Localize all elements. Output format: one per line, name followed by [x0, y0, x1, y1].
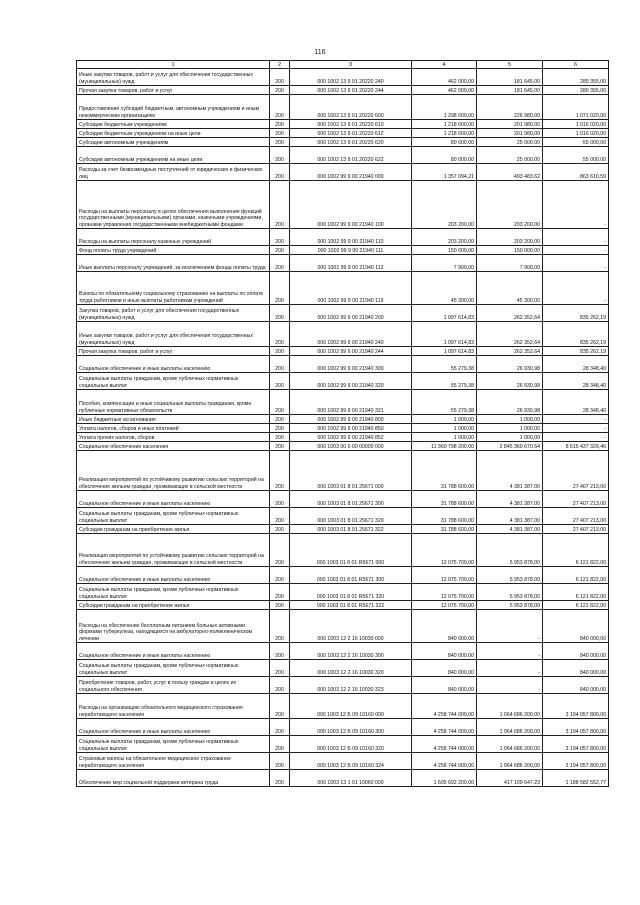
row-budget-remaining: 3 194 057 800,00 [543, 694, 609, 719]
table-row [77, 508, 609, 525]
row-code-line: 200 [270, 347, 290, 356]
row-budget-remaining: - [543, 272, 609, 305]
row-name: Социальное обеспечение и иные выплаты населению [77, 491, 270, 508]
table-row [77, 305, 609, 322]
table-row [77, 322, 609, 347]
row-code-line: 200 [270, 305, 290, 322]
row-name: Субсидии бюджетным учреждениям [77, 120, 270, 129]
row-budget-executed: 1 064 686 200,00 [477, 694, 543, 719]
row-budget-approved: 80 000,00 [412, 138, 477, 147]
table-body [77, 69, 609, 787]
row-budget-executed: 493 483,62 [477, 164, 543, 181]
page-number: 116 [314, 49, 326, 56]
row-code-line: 200 [270, 584, 290, 601]
budget-table [76, 60, 609, 787]
row-budget-remaining: - [543, 415, 609, 424]
row-budget-approved: 4 258 744 000,00 [412, 694, 477, 719]
row-budget-approved: 4 258 744 000,00 [412, 753, 477, 770]
row-budget-executed: 26 930,98 [477, 373, 543, 390]
row-name: Иные выплаты персоналу учреждений, за исключением фонда оплаты труда [77, 255, 270, 272]
row-budget-approved: 31 788 600,00 [412, 491, 477, 508]
row-classification-code: 000 1002 99 9 00 21940 852 [290, 433, 412, 442]
row-budget-approved: 462 000,00 [412, 69, 477, 86]
row-budget-approved: 12 075 700,00 [412, 601, 477, 610]
row-budget-approved: 1 000,00 [412, 424, 477, 433]
row-budget-executed: 4 381 387,00 [477, 508, 543, 525]
row-classification-code: 000 1002 13 9 01 20220 244 [290, 86, 412, 95]
table-row [77, 255, 609, 272]
row-name: Субсидии бюджетным учреждениям на иные цели [77, 129, 270, 138]
row-code-line: 200 [270, 610, 290, 643]
row-code-line: 200 [270, 255, 290, 272]
row-classification-code: 000 1003 12 2 16 10030 320 [290, 660, 412, 677]
row-classification-code: 000 1002 13 9 01 20220 612 [290, 129, 412, 138]
row-classification-code: 000 1002 99 9 00 21940 112 [290, 255, 412, 272]
row-budget-executed: 25 000,00 [477, 138, 543, 147]
table-row [77, 534, 609, 567]
row-budget-remaining: 55 000,00 [543, 138, 609, 147]
row-classification-code: 000 1002 99 9 00 21940 321 [290, 390, 412, 415]
row-classification-code: 000 1002 99 9 00 21940 110 [290, 229, 412, 246]
table-row [77, 601, 609, 610]
row-name: Страховые взносы на обязательное медицинское страхование неработающего населения [77, 753, 270, 770]
row-budget-approved: 55 279,38 [412, 390, 477, 415]
row-budget-approved: 1 097 614,83 [412, 322, 477, 347]
row-budget-remaining: 1 071 020,00 [543, 95, 609, 120]
row-classification-code: 000 1003 01 8 01 R5671 300 [290, 567, 412, 584]
row-classification-code: 000 1003 12 Б 09 10160 324 [290, 753, 412, 770]
table-row [77, 677, 609, 694]
row-classification-code: 000 1002 13 9 01 20220 622 [290, 147, 412, 164]
row-name: Прочая закупка товаров, работ и услуг [77, 86, 270, 95]
row-budget-executed: 262 352,64 [477, 305, 543, 322]
row-code-line: 200 [270, 451, 290, 491]
row-budget-approved: 462 000,00 [412, 86, 477, 95]
row-classification-code: 000 1003 12 2 16 10030 323 [290, 677, 412, 694]
row-classification-code: 000 1003 12 Б 09 10160 000 [290, 694, 412, 719]
row-budget-remaining: 3 194 057 800,00 [543, 736, 609, 753]
row-classification-code: 000 1003 01 8 01 R5671 320 [290, 584, 412, 601]
row-code-line: 200 [270, 120, 290, 129]
header-row [77, 61, 609, 69]
row-code-line: 200 [270, 525, 290, 534]
table-row [77, 120, 609, 129]
row-budget-executed: 417 109 647,23 [477, 770, 543, 787]
row-budget-executed: 45 300,00 [477, 272, 543, 305]
row-classification-code: 000 1002 13 9 01 20220 610 [290, 120, 412, 129]
row-budget-executed: 4 381 387,00 [477, 491, 543, 508]
table-row [77, 129, 609, 138]
table-row [77, 164, 609, 181]
table-row [77, 246, 609, 255]
row-name: Субсидии гражданам на приобретение жилья [77, 525, 270, 534]
row-name: Пособия, компенсации и иные социальные выплаты гражданам, кроме публичных нормативных обязательств [77, 390, 270, 415]
row-budget-executed: 26 930,98 [477, 356, 543, 373]
row-budget-approved: 840 000,00 [412, 643, 477, 660]
row-budget-remaining: 835 262,19 [543, 347, 609, 356]
table-row [77, 229, 609, 246]
row-name: Социальные выплаты гражданам, кроме публичных нормативных социальных выплат [77, 736, 270, 753]
table-row [77, 390, 609, 415]
row-name: Закупка товаров, работ и услуг для обеспечения государственных (муниципальных) нужд [77, 305, 270, 322]
row-name: Социальное обеспечение и иные выплаты населению [77, 567, 270, 584]
row-budget-remaining: 6 121 822,00 [543, 567, 609, 584]
row-code-line: 200 [270, 129, 290, 138]
row-budget-executed: 1 064 686 200,00 [477, 719, 543, 736]
row-name: Фонд оплаты труда учреждений [77, 246, 270, 255]
column-header-6: 6 [543, 61, 609, 69]
row-budget-remaining: - [543, 255, 609, 272]
row-classification-code: 000 1003 01 8 01 25671 322 [290, 525, 412, 534]
table-row [77, 525, 609, 534]
table-row [77, 424, 609, 433]
row-budget-executed: 4 381 387,00 [477, 525, 543, 534]
row-code-line: 200 [270, 770, 290, 787]
row-classification-code: 000 1002 13 9 01 20220 600 [290, 95, 412, 120]
table-row [77, 181, 609, 229]
row-budget-executed: 1 064 686 200,00 [477, 753, 543, 770]
row-code-line: 200 [270, 491, 290, 508]
row-code-line: 200 [270, 181, 290, 229]
row-name: Социальное обеспечение и иные выплаты населению [77, 356, 270, 373]
row-budget-remaining: 28 348,40 [543, 373, 609, 390]
row-budget-approved: 1 000,00 [412, 433, 477, 442]
column-header-3: 3 [290, 61, 412, 69]
row-classification-code: 000 1002 99 9 00 21940 320 [290, 373, 412, 390]
row-name: Уплата прочих налогов, сборов [77, 433, 270, 442]
row-budget-remaining: 28 348,40 [543, 356, 609, 373]
row-budget-executed: - [477, 610, 543, 643]
row-budget-remaining: - [543, 424, 609, 433]
row-classification-code: 000 1003 01 8 01 25671 300 [290, 491, 412, 508]
row-classification-code: 000 1002 99 9 00 21940 111 [290, 246, 412, 255]
row-budget-remaining: 27 407 213,00 [543, 508, 609, 525]
row-name: Расходы на обеспечение бесплатным питанием больных активными формами туберкулеза, находящихся на амбулаторно-поликлиническом лечении [77, 610, 270, 643]
row-classification-code: 000 1003 00 0 00 00000 000 [290, 442, 412, 451]
row-code-line: 200 [270, 373, 290, 390]
row-code-line: 200 [270, 272, 290, 305]
row-budget-executed: 26 930,98 [477, 390, 543, 415]
row-budget-remaining: 27 407 213,00 [543, 491, 609, 508]
row-budget-executed: 1 064 686 200,00 [477, 736, 543, 753]
row-classification-code: 000 1003 12 2 16 10030 300 [290, 643, 412, 660]
row-budget-remaining: 28 348,40 [543, 390, 609, 415]
row-code-line: 200 [270, 442, 290, 451]
row-code-line: 200 [270, 147, 290, 164]
table-row [77, 356, 609, 373]
row-budget-remaining: - [543, 229, 609, 246]
row-budget-executed: 226 980,00 [477, 95, 543, 120]
row-budget-executed: - [477, 643, 543, 660]
row-name: Социальное обеспечение населения [77, 442, 270, 451]
table-row [77, 660, 609, 677]
row-classification-code: 000 1002 99 9 00 21940 000 [290, 164, 412, 181]
row-budget-executed: 1 000,00 [477, 433, 543, 442]
row-budget-executed: 5 953 878,00 [477, 534, 543, 567]
row-name: Социальные выплаты гражданам, кроме публичных нормативных социальных выплат [77, 660, 270, 677]
row-budget-remaining: 3 194 057 800,00 [543, 719, 609, 736]
table-row [77, 491, 609, 508]
row-budget-approved: 1 218 000,00 [412, 129, 477, 138]
row-classification-code: 000 1003 12 Б 09 10160 300 [290, 719, 412, 736]
row-budget-remaining: 1 016 020,00 [543, 129, 609, 138]
row-budget-executed: 201 980,00 [477, 129, 543, 138]
row-name: Социальное обеспечение и иные выплаты населению [77, 643, 270, 660]
table-row [77, 373, 609, 390]
row-budget-executed: 201 980,00 [477, 120, 543, 129]
row-code-line: 200 [270, 660, 290, 677]
row-code-line: 200 [270, 322, 290, 347]
row-budget-executed: 4 381 387,00 [477, 451, 543, 491]
row-name: Уплата налогов, сборов и иных платежей [77, 424, 270, 433]
row-code-line: 200 [270, 356, 290, 373]
row-classification-code: 000 1003 12 Б 09 10160 320 [290, 736, 412, 753]
row-budget-remaining: 3 194 057 800,00 [543, 753, 609, 770]
table-row [77, 753, 609, 770]
row-budget-approved: 1 605 692 200,00 [412, 770, 477, 787]
row-name: Реализация мероприятий по устойчивому развитию сельских территорий на обеспечение жильем граждан, проживающих в сельской местности [77, 451, 270, 491]
row-name: Предоставление субсидий бюджетным, автономным учреждениям и иным некоммерческим организациям [77, 95, 270, 120]
table-row [77, 610, 609, 643]
row-budget-approved: 840 000,00 [412, 610, 477, 643]
row-budget-approved: 12 075 700,00 [412, 584, 477, 601]
row-budget-executed: 262 352,64 [477, 347, 543, 356]
row-budget-remaining: - [543, 246, 609, 255]
row-budget-approved: 840 000,00 [412, 660, 477, 677]
row-code-line: 200 [270, 508, 290, 525]
row-classification-code: 000 1002 99 9 00 21940 300 [290, 356, 412, 373]
row-code-line: 200 [270, 229, 290, 246]
row-name: Обеспечение мер социальной поддержки ветерана труда [77, 770, 270, 787]
table-row [77, 147, 609, 164]
row-name: Иные закупки товаров, работ и услуг для обеспечения государственных (муниципальных) нужд [77, 69, 270, 86]
row-budget-remaining: 280 355,00 [543, 69, 609, 86]
row-budget-remaining: 280 355,00 [543, 86, 609, 95]
row-name: Расходы на выплаты персоналу в целях обеспечения выполнения функций государственными (муниципальными) органами, казенными учреждениями, органами управления государственными внебюджетными фондами [77, 181, 270, 229]
row-classification-code: 000 1002 13 9 01 20220 240 [290, 69, 412, 86]
row-budget-remaining: 8 515 437 329,46 [543, 442, 609, 451]
row-budget-remaining: 840 000,00 [543, 677, 609, 694]
row-budget-approved: 203 200,00 [412, 229, 477, 246]
table-row [77, 770, 609, 787]
row-name: Социальные выплаты гражданам, кроме публичных нормативных социальных выплат [77, 584, 270, 601]
row-budget-approved: 840 000,00 [412, 677, 477, 694]
table-row [77, 719, 609, 736]
row-code-line: 200 [270, 246, 290, 255]
row-budget-remaining: 6 121 822,00 [543, 534, 609, 567]
row-code-line: 200 [270, 69, 290, 86]
row-budget-approved: 12 075 700,00 [412, 534, 477, 567]
row-code-line: 200 [270, 415, 290, 424]
row-code-line: 200 [270, 534, 290, 567]
row-budget-remaining: 863 610,59 [543, 164, 609, 181]
table-row [77, 433, 609, 442]
row-budget-remaining: 27 407 213,00 [543, 525, 609, 534]
table-row [77, 451, 609, 491]
row-budget-executed: 203 200,00 [477, 181, 543, 229]
row-classification-code: 000 1003 12 2 16 10030 000 [290, 610, 412, 643]
row-budget-approved: 1 097 614,83 [412, 305, 477, 322]
row-budget-remaining: 6 121 822,00 [543, 584, 609, 601]
row-code-line: 200 [270, 643, 290, 660]
row-classification-code: 000 1003 01 8 01 25671 000 [290, 451, 412, 491]
row-code-line: 200 [270, 601, 290, 610]
table-row [77, 272, 609, 305]
column-header-5: 5 [477, 61, 543, 69]
row-code-line: 200 [270, 390, 290, 415]
row-name: Субсидии автономным учреждениям [77, 138, 270, 147]
row-name: Иные закупки товаров, работ и услуг для обеспечения государственных (муниципальных) нужд [77, 322, 270, 347]
row-budget-remaining: 835 262,19 [543, 322, 609, 347]
row-budget-approved: 203 200,00 [412, 181, 477, 229]
row-code-line: 200 [270, 567, 290, 584]
row-budget-approved: 1 218 000,00 [412, 120, 477, 129]
row-budget-executed: 2 845 360 670,54 [477, 442, 543, 451]
row-name: Взносы по обязательному социальному страхованию на выплаты по оплате труда работников и иные выплаты работникам учреждений [77, 272, 270, 305]
row-classification-code: 000 1003 01 8 01 25671 320 [290, 508, 412, 525]
row-budget-approved: 11 360 798 200,00 [412, 442, 477, 451]
row-name: Субсидии автономным учреждениям на иные цели [77, 147, 270, 164]
row-budget-remaining: 840 000,00 [543, 660, 609, 677]
row-budget-executed: 1 000,00 [477, 415, 543, 424]
row-classification-code: 000 1002 99 9 00 21940 850 [290, 424, 412, 433]
row-budget-executed: 5 953 878,00 [477, 567, 543, 584]
row-budget-remaining: 835 262,19 [543, 305, 609, 322]
table-row [77, 694, 609, 719]
row-code-line: 200 [270, 433, 290, 442]
row-classification-code: 000 1002 99 9 00 21940 244 [290, 347, 412, 356]
row-budget-approved: 31 788 600,00 [412, 451, 477, 491]
row-budget-approved: 1 357 094,21 [412, 164, 477, 181]
row-budget-executed: 25 000,00 [477, 147, 543, 164]
row-name: Социальные выплаты гражданам, кроме публичных нормативных социальных выплат [77, 373, 270, 390]
row-code-line: 200 [270, 86, 290, 95]
column-header-4: 4 [412, 61, 477, 69]
row-budget-approved: 31 788 600,00 [412, 525, 477, 534]
table-row [77, 138, 609, 147]
row-name: Социальные выплаты гражданам, кроме публичных нормативных социальных выплат [77, 508, 270, 525]
row-budget-executed: 1 000,00 [477, 424, 543, 433]
table-row [77, 347, 609, 356]
row-name: Прочая закупка товаров, работ и услуг [77, 347, 270, 356]
row-classification-code: 000 1002 99 9 00 21940 100 [290, 181, 412, 229]
row-code-line: 200 [270, 677, 290, 694]
row-budget-approved: 1 298 000,00 [412, 95, 477, 120]
row-budget-remaining: 840 000,00 [543, 643, 609, 660]
row-budget-executed: 181 645,00 [477, 69, 543, 86]
row-classification-code: 000 1003 01 8 01 R5671 000 [290, 534, 412, 567]
row-classification-code: 000 1003 01 8 01 R5671 322 [290, 601, 412, 610]
column-header-2: 2 [270, 61, 290, 69]
table-row [77, 567, 609, 584]
row-budget-approved: 150 000,00 [412, 246, 477, 255]
row-budget-approved: 1 000,00 [412, 415, 477, 424]
row-budget-executed: 5 953 878,00 [477, 584, 543, 601]
row-classification-code: 000 1003 13 1 01 10060 000 [290, 770, 412, 787]
row-budget-executed: 7 900,00 [477, 255, 543, 272]
row-name: Субсидии гражданам на приобретение жилья [77, 601, 270, 610]
table-row [77, 69, 609, 86]
row-name: Реализация мероприятий по устойчивому развитию сельских территорий на обеспечение жильем граждан, проживающих в сельской местности [77, 534, 270, 567]
row-budget-approved: 80 000,00 [412, 147, 477, 164]
row-code-line: 200 [270, 138, 290, 147]
row-code-line: 200 [270, 694, 290, 719]
row-budget-executed: 5 953 878,00 [477, 601, 543, 610]
row-budget-remaining: 1 188 582 552,77 [543, 770, 609, 787]
row-budget-remaining: 27 407 213,00 [543, 451, 609, 491]
row-budget-executed: 262 352,64 [477, 322, 543, 347]
row-budget-remaining: 840 000,00 [543, 610, 609, 643]
row-budget-approved: 55 279,38 [412, 356, 477, 373]
table-row [77, 643, 609, 660]
row-budget-remaining: - [543, 181, 609, 229]
row-budget-remaining: 55 000,00 [543, 147, 609, 164]
table-row [77, 584, 609, 601]
row-code-line: 200 [270, 424, 290, 433]
row-name: Иные бюджетные ассигнования [77, 415, 270, 424]
row-classification-code: 000 1002 99 9 00 21940 240 [290, 322, 412, 347]
row-name: Расходы на организацию обязательного медицинского страхования неработающего населения [77, 694, 270, 719]
row-budget-approved: 4 258 744 000,00 [412, 736, 477, 753]
row-budget-executed: 150 000,00 [477, 246, 543, 255]
table-row [77, 736, 609, 753]
row-budget-approved: 1 097 614,83 [412, 347, 477, 356]
row-budget-remaining: 1 016 020,00 [543, 120, 609, 129]
row-classification-code: 000 1002 99 9 00 21940 800 [290, 415, 412, 424]
row-budget-executed: 181 645,00 [477, 86, 543, 95]
row-classification-code: 000 1002 13 9 01 20220 620 [290, 138, 412, 147]
row-code-line: 200 [270, 753, 290, 770]
row-budget-approved: 12 075 700,00 [412, 567, 477, 584]
row-name: Приобретение товаров, работ, услуг в пользу граждан в целях их социального обеспечения [77, 677, 270, 694]
row-budget-remaining: - [543, 433, 609, 442]
row-budget-approved: 55 279,38 [412, 373, 477, 390]
row-name: Расходы на выплаты персоналу казенных учреждений [77, 229, 270, 246]
table-row [77, 95, 609, 120]
row-budget-approved: 7 900,00 [412, 255, 477, 272]
table-row [77, 415, 609, 424]
row-code-line: 200 [270, 95, 290, 120]
row-code-line: 200 [270, 719, 290, 736]
column-header-1: 1 [77, 61, 270, 69]
row-budget-approved: 31 788 600,00 [412, 508, 477, 525]
row-budget-executed: - [477, 660, 543, 677]
row-classification-code: 000 1002 99 9 00 21940 200 [290, 305, 412, 322]
row-name: Расходы за счет безвозмездных поступлений от юридических и физических лиц [77, 164, 270, 181]
row-code-line: 200 [270, 736, 290, 753]
table-row [77, 86, 609, 95]
row-budget-executed: 203 200,00 [477, 229, 543, 246]
row-name: Социальное обеспечение и иные выплаты населению [77, 719, 270, 736]
row-budget-approved: 45 300,00 [412, 272, 477, 305]
row-classification-code: 000 1002 99 9 00 21940 119 [290, 272, 412, 305]
row-budget-executed: - [477, 677, 543, 694]
row-code-line: 200 [270, 164, 290, 181]
table-row [77, 442, 609, 451]
row-budget-approved: 4 258 744 000,00 [412, 719, 477, 736]
row-budget-remaining: 6 121 822,00 [543, 601, 609, 610]
